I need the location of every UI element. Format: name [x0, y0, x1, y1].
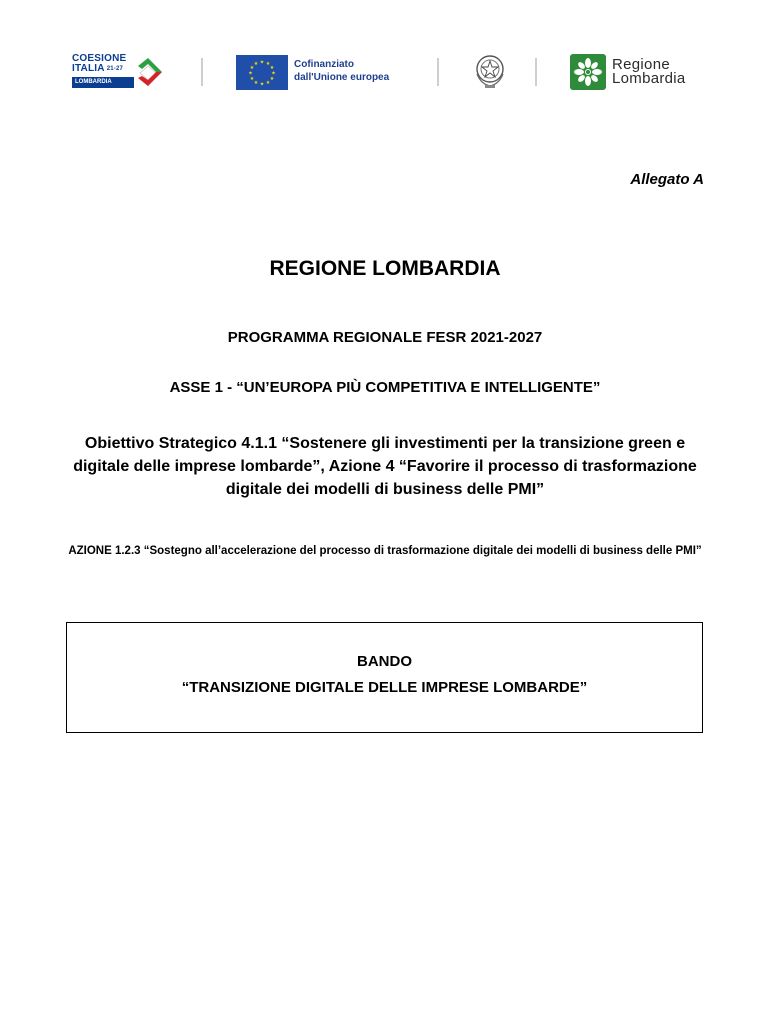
objective-paragraph: Obiettivo Strategico 4.1.1 “Sostenere gli investimenti per la transizione green e digitale delle imprese lombarde”, Azione 4 “Favorire il processo di trasformazione digitale dei modelli di business delle PMI” — [73, 435, 697, 498]
regione-lombardia-logo — [570, 50, 710, 94]
logo-separator — [201, 58, 203, 86]
emblem-icon — [472, 52, 508, 90]
svg-text:★: ★ — [265, 80, 271, 86]
eu-flag-icon — [236, 55, 288, 90]
lombardia-logo-text — [612, 58, 686, 86]
lombardia-line2: Lombardia — [612, 70, 686, 87]
coesione-line1: COESIONE — [72, 53, 127, 64]
svg-text:★: ★ — [269, 76, 275, 82]
tricolor-arrow-icon — [134, 56, 166, 90]
programme-heading: PROGRAMMA REGIONALE FESR 2021-2027 — [227, 329, 543, 346]
bando-label: BANDO — [357, 653, 412, 670]
coesione-italia-logo — [70, 52, 170, 92]
svg-text:★: ★ — [253, 80, 259, 86]
svg-text:★: ★ — [271, 70, 276, 77]
bando-title: “TRANSIZIONE DIGITALE DELLE IMPRESE LOMBARDE” — [181, 679, 588, 696]
svg-text:★: ★ — [269, 65, 275, 71]
svg-text:★: ★ — [259, 81, 265, 88]
svg-text:★: ★ — [249, 65, 255, 71]
action-paragraph: AZIONE 1.2.3 “Sostegno all’accelerazione del processo di trasformazione digitale dei modelli di business delle PMI” — [68, 545, 702, 557]
coesione-region: LOMBARDIA — [72, 77, 134, 88]
document-title: REGIONE LOMBARDIA — [269, 257, 501, 280]
axis-heading: ASSE 1 - “UN’EUROPA PIÙ COMPETITIVA E INTELLIGENTE” — [169, 379, 601, 396]
eu-line2: dall'Unione europea — [294, 72, 390, 83]
eu-logo-text — [294, 58, 389, 84]
coesione-line2: ITALIA $^{21-27}$ — [72, 63, 124, 74]
svg-text:★: ★ — [249, 76, 255, 82]
svg-text:★: ★ — [259, 59, 265, 66]
logo-separator — [437, 58, 439, 86]
logo-strip — [0, 46, 770, 98]
eu-line1: Cofinanziato — [294, 59, 354, 70]
annex-label: Allegato A — [630, 171, 704, 188]
logo-separator — [535, 58, 537, 86]
lombardia-rose-icon — [570, 54, 606, 90]
svg-text:★: ★ — [248, 70, 253, 77]
eu-cofinancing-logo — [236, 52, 426, 92]
bando-box — [66, 622, 703, 733]
svg-text:★: ★ — [253, 61, 259, 67]
lombardia-line1: Regione — [612, 56, 670, 73]
svg-text:★: ★ — [265, 61, 271, 67]
